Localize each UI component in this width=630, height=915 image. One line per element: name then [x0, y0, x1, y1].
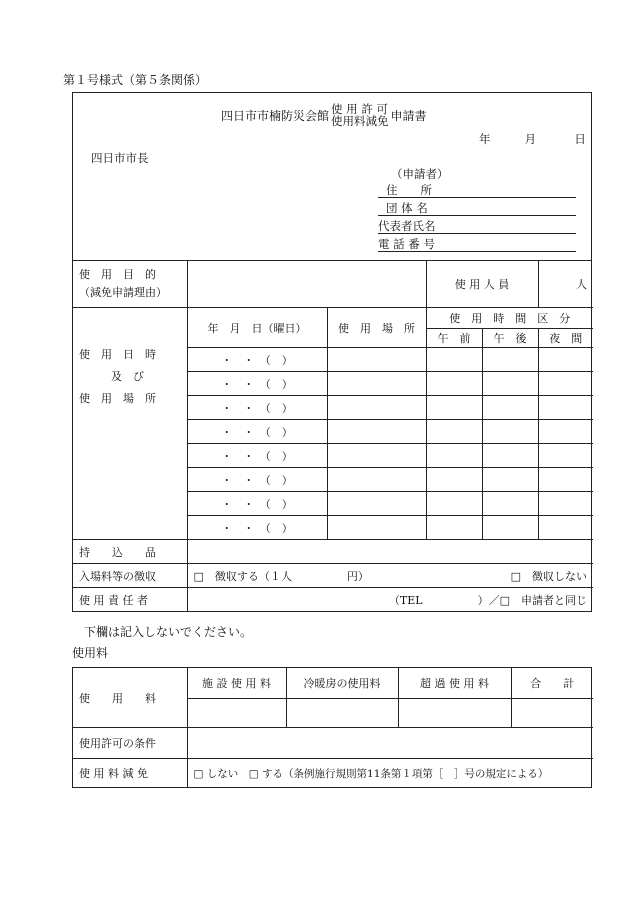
- check-morning[interactable]: [426, 468, 482, 492]
- applicant-label: （申請者）: [391, 167, 449, 181]
- fee-section-label: 使用料: [72, 646, 109, 660]
- main-table: [73, 261, 593, 611]
- check-night[interactable]: [538, 372, 593, 396]
- check-afternoon[interactable]: [482, 348, 538, 372]
- schedule-label: 使 用 日 時 及 び 使 用 場 所: [73, 308, 187, 540]
- schedule-place[interactable]: [327, 492, 426, 516]
- date-year[interactable]: 年: [479, 132, 491, 146]
- hvac-fee-value[interactable]: [286, 699, 398, 728]
- time-header: 使 用 時 間 区 分: [426, 308, 593, 329]
- facility-fee-value[interactable]: [187, 699, 286, 728]
- addressee: 四日市市長: [91, 151, 149, 165]
- check-morning[interactable]: [426, 420, 482, 444]
- application-form: [72, 92, 592, 612]
- check-night[interactable]: [538, 396, 593, 420]
- check-morning[interactable]: [426, 348, 482, 372]
- users-label: 使 用 人 員: [426, 261, 538, 308]
- title-prefix: 四日市市楠防災会館: [221, 108, 330, 123]
- check-night[interactable]: [538, 492, 593, 516]
- check-afternoon[interactable]: [482, 372, 538, 396]
- facility-fee-header: 施 設 使 用 料: [187, 668, 286, 699]
- schedule-date[interactable]: ・ ・ （ ）: [187, 516, 327, 540]
- date-header: 年 月 日（曜日）: [187, 308, 327, 348]
- group-field[interactable]: 団 体 名: [378, 200, 576, 216]
- check-morning[interactable]: [426, 396, 482, 420]
- items-label: 持 込 品: [73, 540, 187, 564]
- purpose-label: 使 用 目 的 （減免申請理由）: [73, 261, 187, 308]
- schedule-place[interactable]: [327, 348, 426, 372]
- overtime-fee-header: 超 過 使 用 料: [398, 668, 511, 699]
- check-morning[interactable]: [426, 372, 482, 396]
- schedule-place[interactable]: [327, 420, 426, 444]
- title-stack-bottom: 使用料減免: [331, 114, 389, 128]
- responsible-input[interactable]: （TEL ）／□ 申請者と同じ: [187, 588, 593, 612]
- responsible-row: [73, 588, 593, 612]
- schedule-place[interactable]: [327, 396, 426, 420]
- form-title: [221, 103, 427, 127]
- schedule-date[interactable]: ・ ・ （ ）: [187, 420, 327, 444]
- schedule-date[interactable]: ・ ・ （ ）: [187, 444, 327, 468]
- schedule-place[interactable]: [327, 372, 426, 396]
- date-day[interactable]: 日: [574, 132, 586, 146]
- fee-collection-label: 入場料等の徴収: [73, 564, 187, 588]
- schedule-date[interactable]: ・ ・ （ ）: [187, 348, 327, 372]
- total-fee-value[interactable]: [511, 699, 593, 728]
- check-morning[interactable]: [426, 492, 482, 516]
- fee-collection-row: [73, 564, 593, 588]
- total-fee-header: 合 計: [511, 668, 593, 699]
- fees-label: 使 用 料: [73, 668, 187, 728]
- schedule-place[interactable]: [327, 468, 426, 492]
- purpose-input[interactable]: [187, 261, 426, 308]
- hvac-fee-header: 冷暖房の使用料: [286, 668, 398, 699]
- schedule-date[interactable]: ・ ・ （ ）: [187, 492, 327, 516]
- items-input[interactable]: [187, 540, 593, 564]
- form-header: [73, 93, 591, 261]
- schedule-date[interactable]: ・ ・ （ ）: [187, 468, 327, 492]
- representative-field[interactable]: 代表者氏名: [378, 218, 576, 234]
- check-afternoon[interactable]: [482, 420, 538, 444]
- no-collect-checkbox[interactable]: □ 徴収しない: [510, 569, 587, 583]
- date-month[interactable]: 月: [524, 132, 537, 146]
- check-night[interactable]: [538, 516, 593, 540]
- collect-checkbox[interactable]: □ 徴収する（１人 円）: [193, 569, 369, 583]
- check-night[interactable]: [538, 420, 593, 444]
- address-field[interactable]: 住 所: [378, 182, 576, 198]
- form-number: 第１号様式（第５条関係）: [63, 73, 208, 87]
- purpose-row: [73, 261, 593, 308]
- reduction-label: 使 用 料 減 免: [73, 759, 187, 788]
- title-suffix: 申請書: [390, 108, 427, 123]
- schedule-date[interactable]: ・ ・ （ ）: [187, 396, 327, 420]
- check-morning[interactable]: [426, 516, 482, 540]
- place-header: 使 用 場 所: [327, 308, 426, 348]
- conditions-label: 使用許可の条件: [73, 728, 187, 759]
- check-afternoon[interactable]: [482, 516, 538, 540]
- check-afternoon[interactable]: [482, 396, 538, 420]
- office-use-note: 下欄は記入しないでください。: [84, 625, 253, 639]
- check-afternoon[interactable]: [482, 492, 538, 516]
- check-morning[interactable]: [426, 444, 482, 468]
- check-afternoon[interactable]: [482, 444, 538, 468]
- office-use-table: [72, 667, 592, 788]
- phone-field[interactable]: 電 話 番 号: [378, 236, 576, 252]
- title-stack: [331, 103, 389, 127]
- check-night[interactable]: [538, 348, 593, 372]
- reduction-options[interactable]: □ しない □ する（条例施行規則第11条第１項第［ ］号の規定による）: [187, 759, 593, 788]
- slot-night: 夜 間: [538, 329, 593, 348]
- overtime-fee-value[interactable]: [398, 699, 511, 728]
- schedule-place[interactable]: [327, 444, 426, 468]
- responsible-label: 使 用 責 任 者: [73, 588, 187, 612]
- slot-morning: 午 前: [426, 329, 482, 348]
- conditions-input[interactable]: [187, 728, 593, 759]
- schedule-date[interactable]: ・ ・ （ ）: [187, 372, 327, 396]
- check-afternoon[interactable]: [482, 468, 538, 492]
- slot-afternoon: 午 後: [482, 329, 538, 348]
- users-input[interactable]: 人: [538, 261, 593, 308]
- check-night[interactable]: [538, 468, 593, 492]
- schedule-place[interactable]: [327, 516, 426, 540]
- title-stack-top: 使 用 許 可: [331, 102, 388, 116]
- check-night[interactable]: [538, 444, 593, 468]
- date-line: [479, 131, 586, 147]
- items-row: [73, 540, 593, 564]
